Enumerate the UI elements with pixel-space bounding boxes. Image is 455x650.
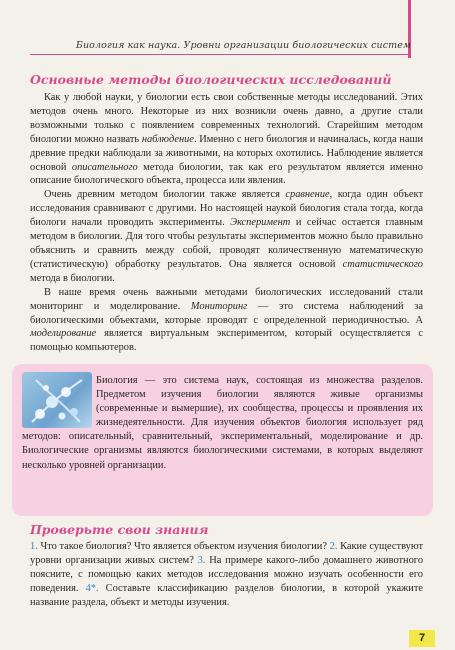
text-run: Очень древним методом биологии также является	[44, 189, 286, 201]
term-monitoring: Мониторинг	[190, 300, 248, 312]
text-run: метода в биологии.	[30, 272, 115, 284]
summary-body: Биология — это система наук, состоящая из множества разделов. Предметом изучения биологии являются живые организмы (современные и вымершие), их сообщества, процессы и проявления их жизнедеятельности. Для изучения объектов биология использует ряд методов: описательный, сравнительный, экспериментальный, моделирование и др. Биологические организмы являются биологическими системами, в которых выделяют несколько уровней организации.	[22, 375, 423, 471]
text-run: Как у любой науки, у биологии есть свои собственные методы исследований. Этих методов очень много. Некоторые из них возникли очень давно, а другие стали возможными только с появлением современных технологий. Старейшим методом биологии можно назвать	[30, 92, 423, 145]
text-run: — это система наблюдений за биологическими объектами, которые проводят с определенной периодичностью. А	[30, 300, 423, 326]
section-title: Основные методы биологических исследований	[30, 72, 392, 87]
term-comparison: сравнение	[285, 189, 330, 201]
check-knowledge-title: Проверьте свои знания	[30, 522, 209, 537]
question-text: На примере какого-либо домашнего животного поясните, с помощью каких методов исследования можно изучать особенности его поведения.	[30, 555, 424, 594]
question-text: Что такое биология? Что является объектом изучения биологии?	[37, 541, 330, 552]
paragraph-1	[30, 91, 423, 188]
page-number: 7	[409, 630, 435, 647]
question-number: 4*.	[85, 583, 99, 594]
running-head: Биология как наука. Уровни организации биологических систем	[30, 40, 411, 55]
text-run: . Именно с него биология и начиналась, когда наши древние предки наблюдали за животными, на которых охотились. Наблюдение является основой	[30, 133, 424, 173]
text-run: и сейчас остается главным методом в биологии. Для того чтобы результаты экспериментов можно было правильно объяснить и сравнить между собой, проводят количественную математическую (статистическую) обработку результатов. Она является основой	[30, 217, 423, 270]
question-text: Составьте классификацию разделов биологии, в которой укажите название раздела, объект и методы изучения.	[30, 583, 423, 608]
text-run: В наше время очень важными методами биологических исследований стали мониторинг и моделирование.	[30, 286, 423, 312]
question-text: Какие существуют уровни организации живых систем?	[30, 541, 423, 566]
text-run: является виртуальным экспериментом, который осуществляется с помощью компьютеров.	[30, 328, 423, 354]
question-number: 3.	[197, 555, 206, 566]
term-experiment: Эксперимент	[230, 217, 291, 229]
summary-text	[22, 374, 423, 473]
term-descriptive: описательного	[71, 161, 138, 173]
paragraph-2	[30, 188, 423, 285]
term-modeling: моделирование	[30, 328, 97, 340]
questions-list	[30, 540, 423, 610]
main-content	[30, 72, 423, 355]
term-statistical: статистического	[342, 258, 423, 270]
image-spacer	[22, 374, 96, 430]
term-observation: наблюдение	[141, 133, 194, 145]
text-run: , когда один объект исследования сравнивают с другими. Но настоящей наукой биология стала тогда, когда биологи начали проводить эксперименты.	[30, 189, 423, 229]
question-number: 2.	[329, 541, 338, 552]
question-number: 1.	[30, 541, 38, 552]
paragraph-3	[30, 286, 423, 356]
text-run: метода биологии, так как его результатом является именно описание биологического объекта, процесса или явления.	[30, 161, 423, 187]
